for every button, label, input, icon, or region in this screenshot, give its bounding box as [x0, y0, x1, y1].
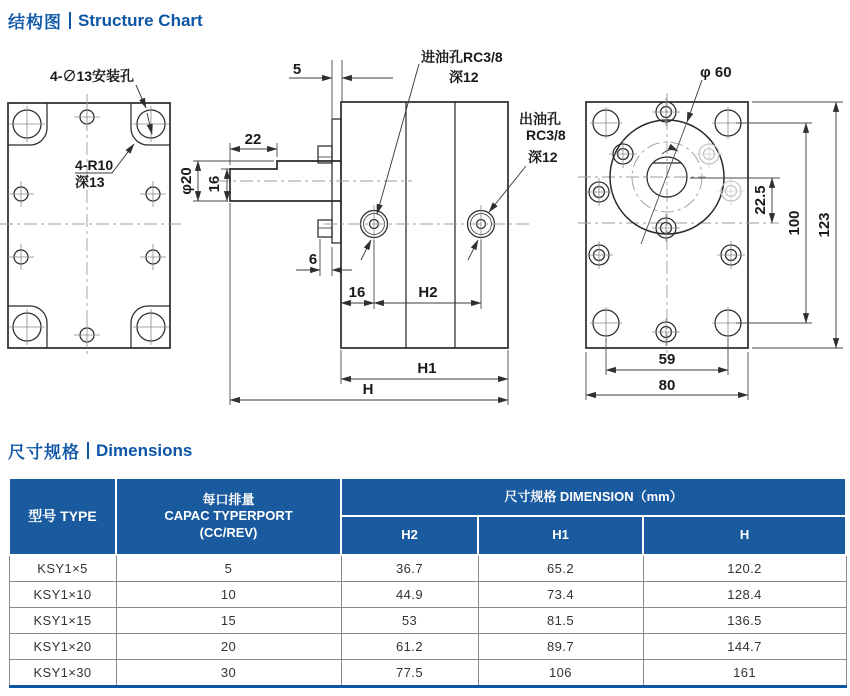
cell-h: 161 [643, 660, 846, 687]
cell-h: 144.7 [643, 634, 846, 660]
cell-h2: 53 [341, 608, 478, 634]
dim-shaft-len: 22 [244, 131, 262, 148]
outlet-port-label-2: RC3/8 [526, 127, 566, 143]
cell-capacity: 30 [116, 660, 341, 687]
cell-capacity: 15 [116, 608, 341, 634]
dim-bolt-offset: 6 [308, 251, 318, 268]
dim-width: 80 [658, 377, 676, 394]
dim-pilot-dia: φ 60 [700, 64, 732, 81]
cell-h: 136.5 [643, 608, 846, 634]
title-divider [87, 442, 89, 459]
phantom-holes [695, 140, 745, 205]
table-row [9, 634, 846, 660]
col-header-capacity [116, 478, 341, 555]
cell-capacity: 20 [116, 634, 341, 660]
dim-height: 123 [816, 212, 833, 238]
outlet-port-label-1: 出油孔 [519, 111, 561, 127]
cell-h1: 73.4 [478, 582, 643, 608]
cell-type: KSY1×20 [9, 634, 116, 660]
dimensions-title-zh: 尺寸规格 [8, 443, 80, 462]
cell-h1: 65.2 [478, 555, 643, 582]
dim-center-offset: 22.5 [752, 185, 769, 215]
dimensions-table [8, 477, 847, 688]
cell-h1: 89.7 [478, 634, 643, 660]
cell-type: KSY1×5 [9, 555, 116, 582]
col-header-h2: H2 [341, 516, 478, 555]
cell-h2: 77.5 [341, 660, 478, 687]
section-view [216, 49, 566, 405]
dim-port-span: H2 [418, 284, 438, 301]
inlet-port-depth: 深12 [449, 69, 479, 85]
cell-h: 120.2 [643, 555, 846, 582]
dim-hole-span-h: 59 [658, 351, 676, 368]
mount-hole-label: 4-∅13安装孔 [50, 68, 135, 84]
mount-holes [9, 106, 169, 345]
dim-flange-thickness: 5 [292, 61, 302, 78]
col-header-h: H [643, 516, 846, 555]
cell-type: KSY1×10 [9, 582, 116, 608]
cell-type: KSY1×30 [9, 660, 116, 687]
cell-h2: 61.2 [341, 634, 478, 660]
cell-h2: 44.9 [341, 582, 478, 608]
pump-body [341, 102, 508, 348]
col-header-h1: H1 [478, 516, 643, 555]
left-view-body [8, 103, 170, 348]
structure-title-en: Structure Chart [78, 10, 203, 30]
inlet-port-label: 进油孔RC3/8 [421, 49, 503, 65]
table-row [9, 582, 846, 608]
cell-capacity: 10 [116, 582, 341, 608]
cell-h: 128.4 [643, 582, 846, 608]
end-view [578, 64, 843, 400]
corner-depth-label: 深13 [75, 174, 105, 190]
dim-total-width: H [362, 381, 374, 398]
corner-radius-label: 4-R10 [75, 157, 114, 173]
cell-h1: 106 [478, 660, 643, 687]
dimensions-title-en: Dimensions [96, 440, 193, 460]
dim-port-offset: 16 [348, 284, 366, 301]
dim-body-width: H1 [417, 360, 437, 377]
table-header-row-1 [9, 478, 846, 516]
table-row [9, 660, 846, 687]
dimensions-title [8, 438, 192, 463]
col-header-type: 型号 TYPE [9, 478, 116, 555]
outlet-port-depth: 深12 [528, 149, 558, 165]
cell-h2: 36.7 [341, 555, 478, 582]
structure-title-zh: 结构图 [8, 13, 62, 32]
dim-hole-span-v: 100 [786, 210, 803, 236]
dim-shaft-dia: φ20 [178, 167, 195, 195]
cell-capacity: 5 [116, 555, 341, 582]
col-header-dimension: 尺寸规格 DIMENSION（mm） [341, 478, 846, 516]
cell-h1: 81.5 [478, 608, 643, 634]
table-row [9, 608, 846, 634]
table-row [9, 555, 846, 582]
dim-shaft-flat: 16 [206, 175, 223, 193]
cell-type: KSY1×15 [9, 608, 116, 634]
capacity-line-unit: (CC/REV) [199, 524, 258, 540]
left-view [0, 68, 274, 357]
capacity-line-en: CAPAC TYPERPORT [164, 508, 293, 524]
capacity-line-zh: 每口排量 [202, 492, 255, 508]
